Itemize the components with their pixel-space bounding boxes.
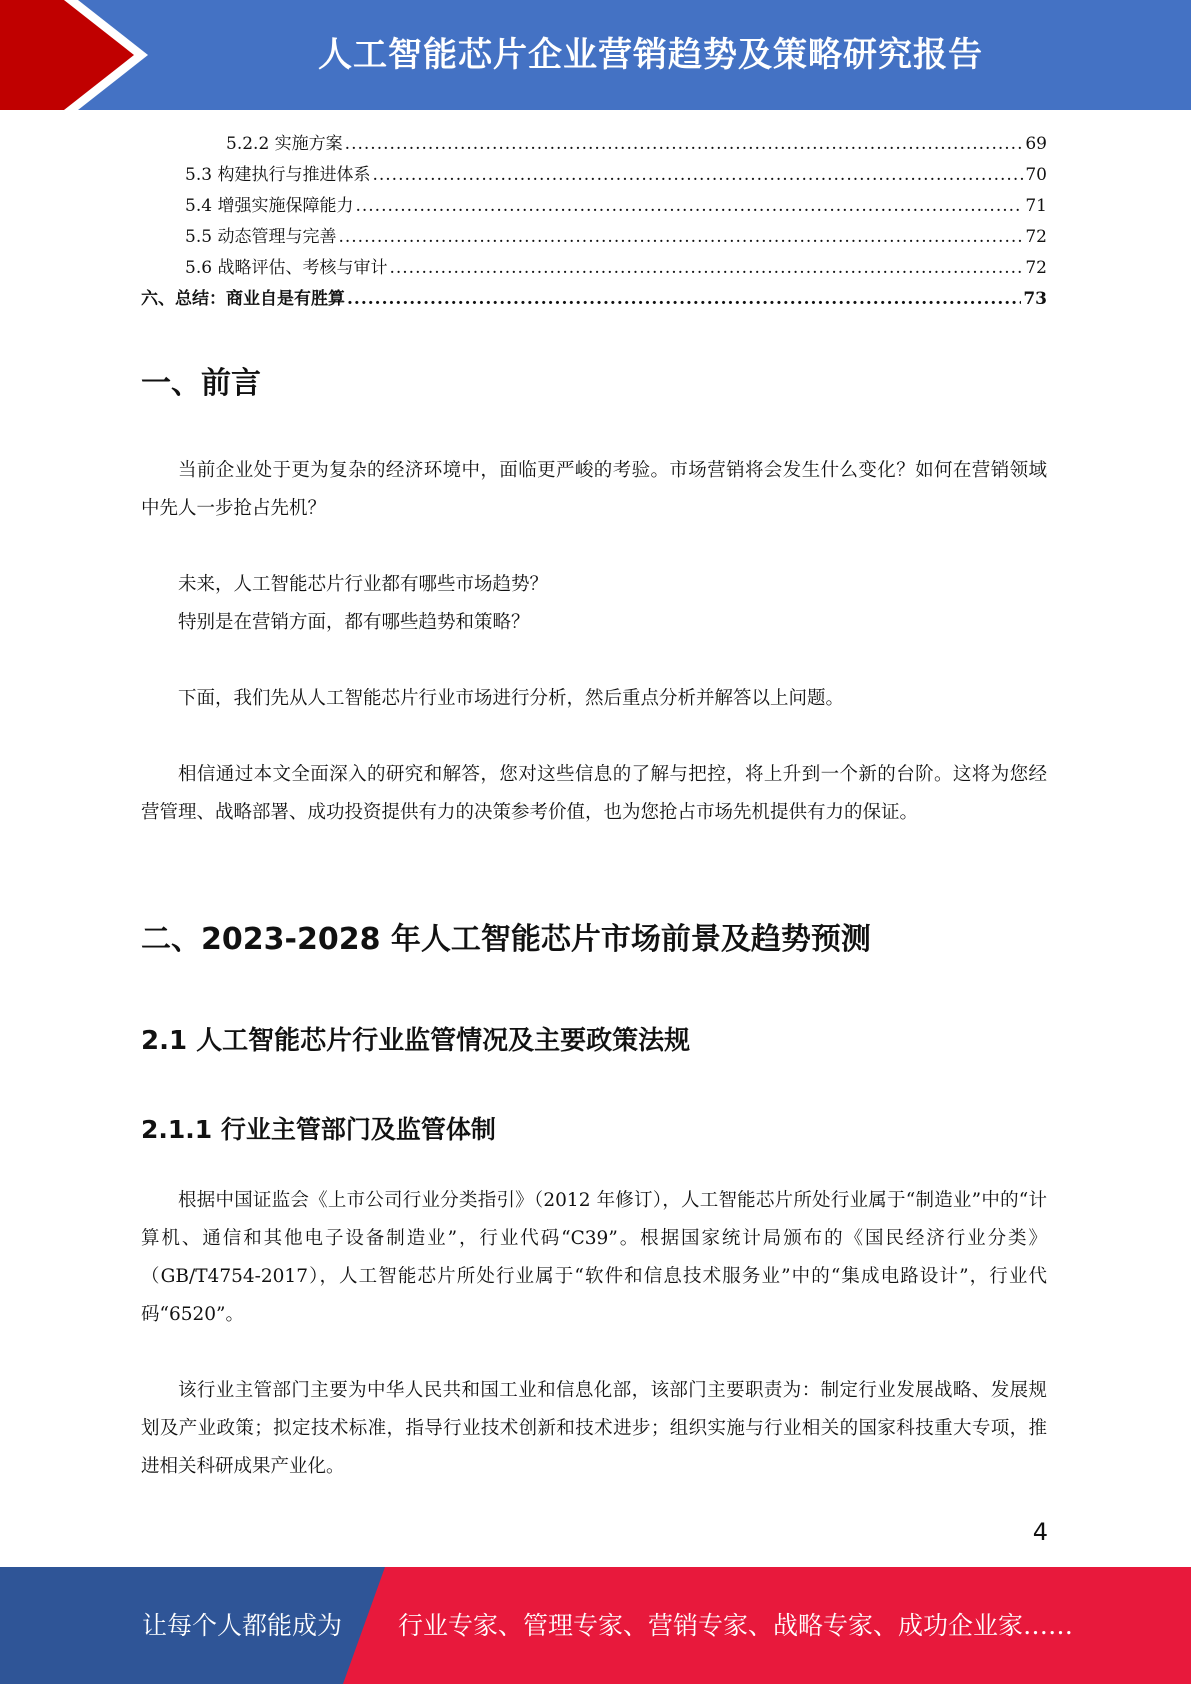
page-header <box>0 0 1191 110</box>
page-number: 4 <box>1032 1518 1048 1546</box>
toc-entry[interactable] <box>141 222 1047 253</box>
toc-entry-page: 71 <box>1025 196 1047 216</box>
toc-entry[interactable] <box>141 253 1047 284</box>
toc-entry-chapter[interactable] <box>141 284 1047 315</box>
toc-entry-label: 5.6 战略评估、考核与审计 <box>185 253 389 284</box>
toc-entry[interactable] <box>141 160 1047 191</box>
subsection-heading: 2.1 人工智能芯片行业监管情况及主要政策法规 <box>141 1026 691 1056</box>
toc-leader-dots <box>347 284 1021 315</box>
paragraph: 相信通过本文全面深入的研究和解答，您对这些信息的了解与把控，将上升到一个新的台阶。这将为您经营管理、战略部署、成功投资提供有力的决策参考价值，也为您抢占市场先机提供有力的保证。 <box>141 764 1047 823</box>
paragraph: 下面，我们先从人工智能芯片行业市场进行分析，然后重点分析并解答以上问题。 <box>178 688 845 709</box>
toc-entry-label: 5.2.2 实施方案 <box>226 129 345 160</box>
section-heading-forecast: 二、2023-2028 年人工智能芯片市场前景及趋势预测 <box>141 922 871 957</box>
page-footer <box>0 1567 1191 1684</box>
paragraph: 该行业主管部门主要为中华人民共和国工业和信息化部，该部门主要职责为：制定行业发展战略、发展规划及产业政策；拟定技术标准，指导行业技术创新和技术进步；组织实施与行业相关的国家科技重大专项，推进相关科研成果产业化。 <box>141 1380 1047 1477</box>
paragraph: 当前企业处于更为复杂的经济环境中，面临更严峻的考验。市场营销将会发生什么变化？如何在营销领域中先人一步抢占先机？ <box>141 460 1047 519</box>
toc-leader-dots <box>389 253 1023 284</box>
toc-entry-page: 69 <box>1025 134 1047 154</box>
toc-entry-page: 72 <box>1025 258 1047 278</box>
header-arrow-decoration <box>0 0 148 110</box>
paragraph: 特别是在营销方面，都有哪些趋势和策略？ <box>178 612 530 633</box>
toc-entry[interactable] <box>141 191 1047 222</box>
toc-entry-label: 5.3 构建执行与推进体系 <box>185 160 372 191</box>
toc-entry-label: 六、总结：商业自是有胜算 <box>141 284 347 315</box>
toc-leader-dots <box>355 191 1023 222</box>
toc-entry-page: 72 <box>1025 227 1047 247</box>
toc-entry-label: 5.5 动态管理与完善 <box>185 222 338 253</box>
report-title: 人工智能芯片企业营销趋势及策略研究报告 <box>318 35 983 75</box>
paragraph: 根据中国证监会《上市公司行业分类指引》（2012 年修订），人工智能芯片所处行业属于“制造业”中的“计算机、通信和其他电子设备制造业”，行业代码“C39”。根据国家统计局颁布的《国民经济行业分类》（GB/T4754-2017），人工智能芯片所处行业属于“软件和信息技术服务业”中的“集成电路设计”，行业代码“6520”。 <box>141 1190 1047 1325</box>
table-of-contents <box>141 129 1047 315</box>
toc-entry-page: 70 <box>1025 165 1047 185</box>
toc-leader-dots <box>338 222 1023 253</box>
section-heading-preface: 一、前言 <box>141 366 261 401</box>
toc-entry-page: 73 <box>1023 289 1047 309</box>
footer-slogan-left: 让每个人都能成为 <box>142 1611 343 1640</box>
paragraph: 未来，人工智能芯片行业都有哪些市场趋势？ <box>178 574 549 595</box>
footer-slogan-right: 行业专家、管理专家、营销专家、战略专家、成功企业家…… <box>398 1611 1074 1640</box>
toc-leader-dots <box>345 129 1024 160</box>
toc-leader-dots <box>372 160 1023 191</box>
subsubsection-heading: 2.1.1 行业主管部门及监管体制 <box>141 1115 496 1144</box>
toc-entry[interactable] <box>141 129 1047 160</box>
toc-entry-label: 5.4 增强实施保障能力 <box>185 191 355 222</box>
